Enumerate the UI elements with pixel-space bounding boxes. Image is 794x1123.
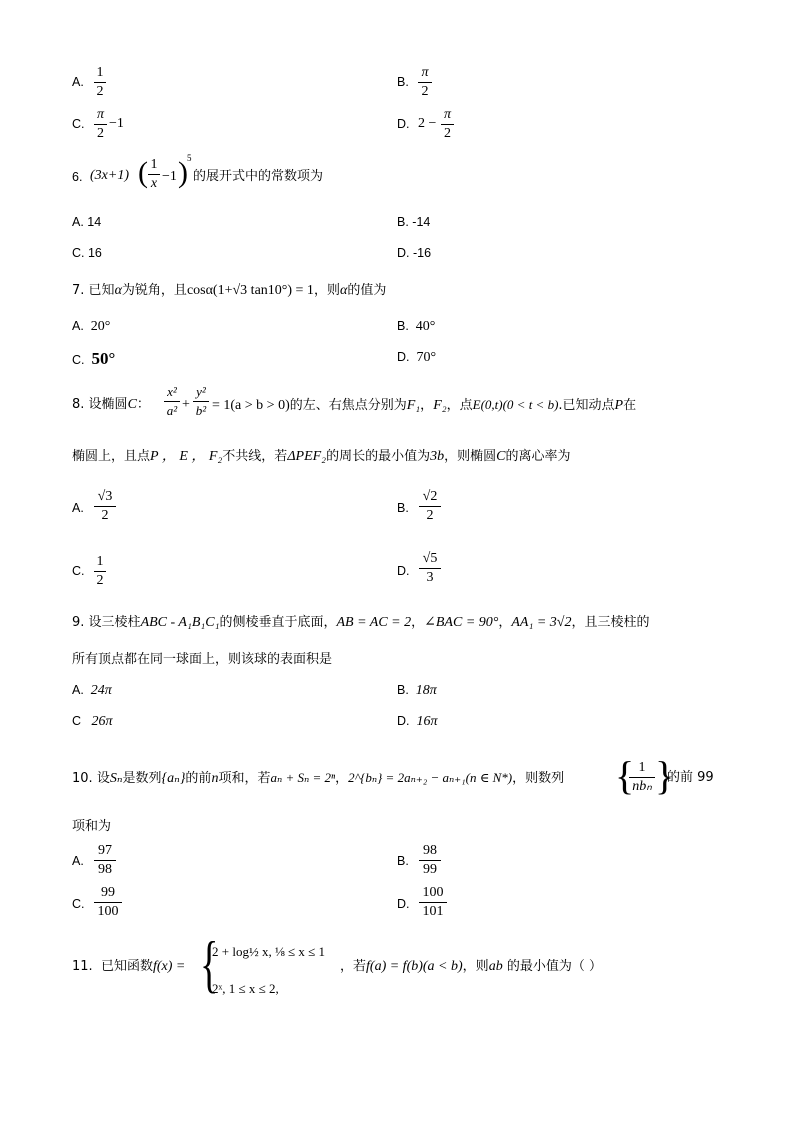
- q8-y-fraction: y² b²: [193, 383, 209, 420]
- q7-option-d: D. 70°: [397, 350, 437, 365]
- q6-option-b: B. -14: [397, 215, 431, 229]
- q7-option-b: B. 40°: [397, 319, 436, 334]
- q5-option-a-label: A.: [72, 75, 84, 89]
- q10-stem-tail: 的前 99: [667, 770, 714, 785]
- q9-option-c: C 26π: [72, 714, 113, 729]
- q11-case-1: 2 + log½ x, ⅛ ≤ x ≤ 1: [212, 944, 325, 959]
- q6-power: 5: [187, 153, 192, 163]
- q8-option-c-label: C.: [72, 564, 85, 578]
- q6-expr-left: (3x+1): [90, 168, 129, 183]
- q10-brace-close: }: [655, 753, 675, 798]
- q8-stem-start: 8. 设椭圆C：: [72, 397, 150, 412]
- q10-brace-open: {: [615, 753, 635, 798]
- q8-stem-line2: 椭圆上，且点P ， E ， F₂不共线，若ΔPEF₂的周长的最小值为3b，则椭圆C的离心率为: [72, 449, 571, 464]
- q6-text: 的展开式中的常数项为: [193, 169, 324, 184]
- q10-stem-line1: 10. 设Sₙ是数列{aₙ}的前n项和，若aₙ + Sₙ = 2ⁿ，2^{bₙ} = 2aₙ₊₂ − aₙ₊₁(n ∈ N*)，则数列: [72, 770, 565, 786]
- q8-option-b-fraction: √2 2: [419, 488, 441, 525]
- q8-option-a-label: A.: [72, 501, 84, 515]
- q8-option-d-fraction: √5 3: [419, 550, 441, 587]
- q6-number: 6.: [72, 170, 83, 184]
- q10-option-d-fraction: 100 101: [419, 884, 447, 921]
- q9-stem-line2: 所有顶点都在同一球面上，则该球的表面积是: [72, 652, 333, 667]
- q11-stem-start: 11. 已知函数f(x) =: [72, 959, 186, 974]
- q8-option-d-label: D.: [397, 564, 410, 578]
- q10-option-c-fraction: 99 100: [94, 884, 122, 921]
- q5-option-b-label: B.: [397, 75, 409, 89]
- q5-option-d-label: D.: [397, 117, 410, 131]
- q6-option-d: D. -16: [397, 246, 432, 260]
- q10-option-a-fraction: 97 98: [94, 842, 116, 879]
- q9-stem-line1: 9. 设三棱柱ABC - A₁B₁C₁的侧棱垂直于底面，AB = AC = 2，∠BAC = 90°，AA₁ = 3√2，且三棱柱的: [72, 615, 650, 630]
- q5-option-c-label: C.: [72, 117, 85, 131]
- q6-paren-open: (: [138, 156, 148, 189]
- q10-option-d-label: D.: [397, 897, 410, 911]
- q5-option-b-fraction: π 2: [418, 64, 432, 101]
- q8-option-c-fraction: 1 2: [94, 553, 106, 590]
- q5-option-c-fraction: π 2: [94, 106, 107, 143]
- q10-stem-line2: 项和为: [72, 819, 112, 834]
- q10-option-b-fraction: 98 99: [419, 842, 441, 879]
- q6-paren-close: ): [178, 156, 188, 189]
- q6-fraction: 1 x: [148, 156, 160, 193]
- q6-fraction-tail: −1: [162, 169, 177, 184]
- q10-option-a-label: A.: [72, 854, 84, 868]
- q5-option-a-fraction: 1 2: [94, 64, 106, 101]
- q9-option-d: D. 16π: [397, 714, 438, 729]
- q10-option-c-label: C.: [72, 897, 85, 911]
- q5-option-d-head: 2 −: [418, 116, 437, 131]
- q8-plus: +: [182, 397, 190, 412]
- q11-piecewise-brace: {: [200, 928, 219, 999]
- q8-stem-rest: = 1(a > b > 0)的左、右焦点分别为F₁，F₂，点E(0,t)(0 < t < b).已知动点P在: [212, 397, 637, 413]
- q10-sequence-fraction: 1 nbₙ: [629, 759, 655, 796]
- q9-option-a: A. 24π: [72, 683, 112, 698]
- q5-option-c-tail: −1: [109, 116, 124, 131]
- q8-x-fraction: x² a²: [164, 383, 180, 420]
- q6-option-a: A. 14: [72, 215, 102, 229]
- q11-case-2: 2ˣ, 1 ≤ x ≤ 2,: [212, 981, 279, 996]
- q7-stem: 7. 已知α为锐角，且cosα(1+√3 tan10°) = 1，则α的值为: [72, 283, 387, 298]
- q5-option-d-fraction: π 2: [441, 106, 454, 143]
- q8-option-b-label: B.: [397, 501, 409, 515]
- q11-stem-rest: ，若f(a) = f(b)(a < b)，则ab 的最小值为（ ）: [340, 959, 602, 974]
- q10-option-b-label: B.: [397, 854, 409, 868]
- q7-option-a: A. 20°: [72, 319, 111, 334]
- q7-option-c: C. 50°: [72, 349, 116, 368]
- q9-option-b: B. 18π: [397, 683, 437, 698]
- q6-option-c: C. 16: [72, 246, 102, 260]
- q8-option-a-fraction: √3 2: [94, 488, 116, 525]
